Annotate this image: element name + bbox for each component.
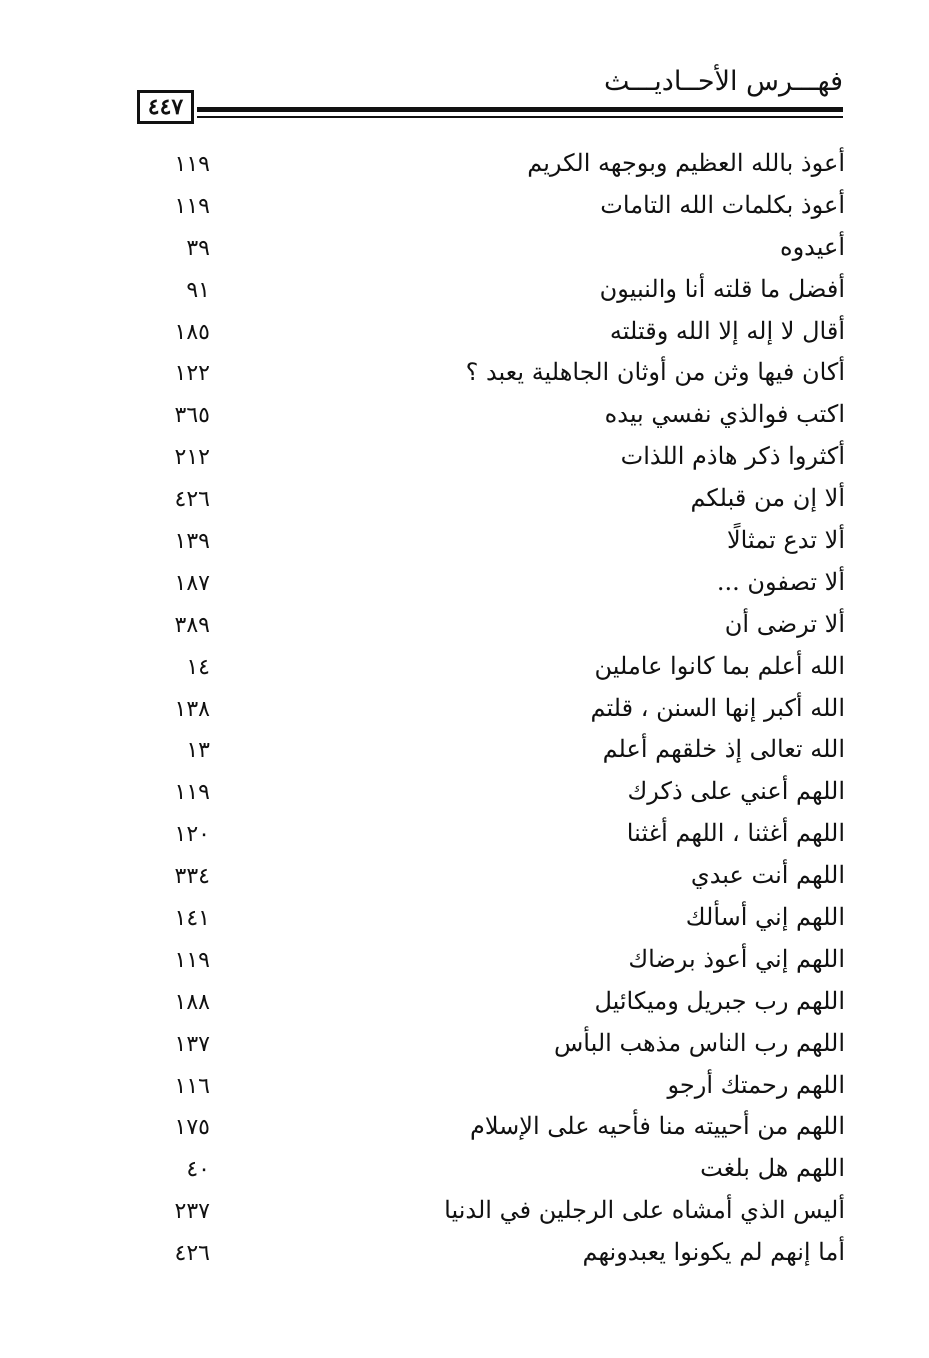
hadith-text: اللهم أنت عبدي — [690, 861, 845, 890]
page-reference: ٤٠ — [186, 1157, 210, 1183]
hadith-index-list — [0, 142, 929, 1273]
index-entry — [0, 477, 929, 519]
hadith-text: اللهم رحمتك أرجو — [667, 1070, 845, 1099]
hadith-text: اكتب فوالذي نفسي بيده — [604, 400, 845, 429]
page-reference: ١٢٠ — [174, 822, 210, 848]
hadith-text: ألا تصفون ... — [716, 567, 845, 596]
index-entry — [0, 938, 929, 980]
hadith-text: الله أعلم بما كانوا عاملين — [594, 651, 845, 680]
hadith-text: ألا إن من قبلكم — [690, 484, 845, 513]
page-reference: ٣٨٩ — [174, 612, 210, 638]
page-number: ٤٤٧ — [137, 90, 194, 124]
index-entry — [0, 1147, 929, 1189]
page-reference: ١٤١ — [174, 906, 210, 932]
hadith-text: الله أكبر إنها السنن ، قلتم — [590, 693, 845, 722]
index-entry — [0, 854, 929, 896]
index-entry — [0, 812, 929, 854]
hadith-text: أما إنهم لم يكونوا يعبدونهم — [582, 1238, 845, 1267]
index-entry — [0, 1022, 929, 1064]
page-reference: ٣٦٥ — [174, 403, 210, 429]
page-reference: ١٣٩ — [174, 529, 210, 555]
page-reference: ١٣٨ — [174, 696, 210, 722]
hadith-text: ألا ترضى أن — [724, 609, 845, 638]
hadith-text: اللهم هل بلغت — [700, 1154, 845, 1183]
index-entry — [0, 896, 929, 938]
hadith-text: أفضل ما قلته أنا والنبيون — [599, 274, 845, 303]
page-reference: ١٨٥ — [174, 319, 210, 345]
page-reference: ٤٢٦ — [174, 487, 210, 513]
index-entry — [0, 980, 929, 1022]
index-entry — [0, 393, 929, 435]
page-reference: ٣٩ — [186, 235, 210, 261]
page-reference: ١١٩ — [174, 780, 210, 806]
page-reference: ١٧٥ — [174, 1115, 210, 1141]
page-reference: ١١٦ — [174, 1073, 210, 1099]
page-reference: ٩١ — [186, 277, 210, 303]
index-entry — [0, 770, 929, 812]
page-reference: ١٣ — [186, 738, 210, 764]
hadith-text: اللهم أغثنا ، اللهم أغثنا — [626, 819, 845, 848]
hadith-text: اللهم رب الناس مذهب البأس — [554, 1028, 845, 1057]
page-reference: ٤٢٦ — [174, 1241, 210, 1267]
index-entry — [0, 687, 929, 729]
hadith-text: اللهم من أحييته منا فأحيه على الإسلام — [469, 1112, 845, 1141]
index-entry — [0, 435, 929, 477]
index-entry — [0, 310, 929, 352]
hadith-text: اللهم رب جبريل وميكائيل — [594, 986, 845, 1015]
index-entry — [0, 1189, 929, 1231]
index-entry — [0, 184, 929, 226]
hadith-text: الله تعالى إذ خلقهم أعلم — [602, 735, 845, 764]
index-entry — [0, 645, 929, 687]
index-entry — [0, 1064, 929, 1106]
hadith-text: ألا تدع تمثالًا — [726, 526, 845, 555]
hadith-text: اللهم إني أعوذ برضاك — [628, 944, 845, 973]
index-entry — [0, 142, 929, 184]
index-entry — [0, 268, 929, 310]
hadith-text: أعيدوه — [780, 232, 845, 261]
index-entry — [0, 728, 929, 770]
index-entry — [0, 519, 929, 561]
hadith-text: اللهم إني أسألك — [685, 903, 845, 932]
page-reference: ٢٣٧ — [174, 1199, 210, 1225]
hadith-text: أقال لا إله إلا الله وقتلته — [609, 316, 845, 345]
index-entry — [0, 1231, 929, 1273]
index-entry — [0, 1105, 929, 1147]
page-reference: ١١٩ — [174, 152, 210, 177]
hadith-text: أعوذ بكلمات الله التامات — [600, 190, 845, 219]
page-reference: ١٢٢ — [174, 361, 210, 387]
page-reference: ٣٣٤ — [174, 864, 210, 890]
page-reference: ١١٩ — [174, 193, 210, 219]
index-entry — [0, 226, 929, 268]
page-reference: ١٤ — [186, 654, 210, 680]
hadith-text: أليس الذي أمشاه على الرجلين في الدنيا — [444, 1196, 845, 1225]
hadith-text: أكثروا ذكر هاذم اللذات — [620, 442, 845, 471]
running-title: فهـــرس الأحــاديـــث — [604, 66, 843, 97]
hadith-text: اللهم أعني على ذكرك — [627, 777, 845, 806]
page-reference: ٢١٢ — [174, 445, 210, 471]
index-entry — [0, 603, 929, 645]
hadith-text: أعوذ بالله العظيم وبوجهه الكريم — [527, 149, 845, 177]
hadith-text: أكان فيها وثن من أوثان الجاهلية يعبد ؟ — [465, 358, 845, 387]
page-reference: ١٨٨ — [174, 989, 210, 1015]
header-rule — [197, 116, 843, 118]
page-reference: ١٨٧ — [174, 570, 210, 596]
header-rule — [197, 107, 843, 112]
index-entry — [0, 561, 929, 603]
page-reference: ١١٩ — [174, 947, 210, 973]
page-reference: ١٣٧ — [174, 1031, 210, 1057]
index-entry — [0, 351, 929, 393]
